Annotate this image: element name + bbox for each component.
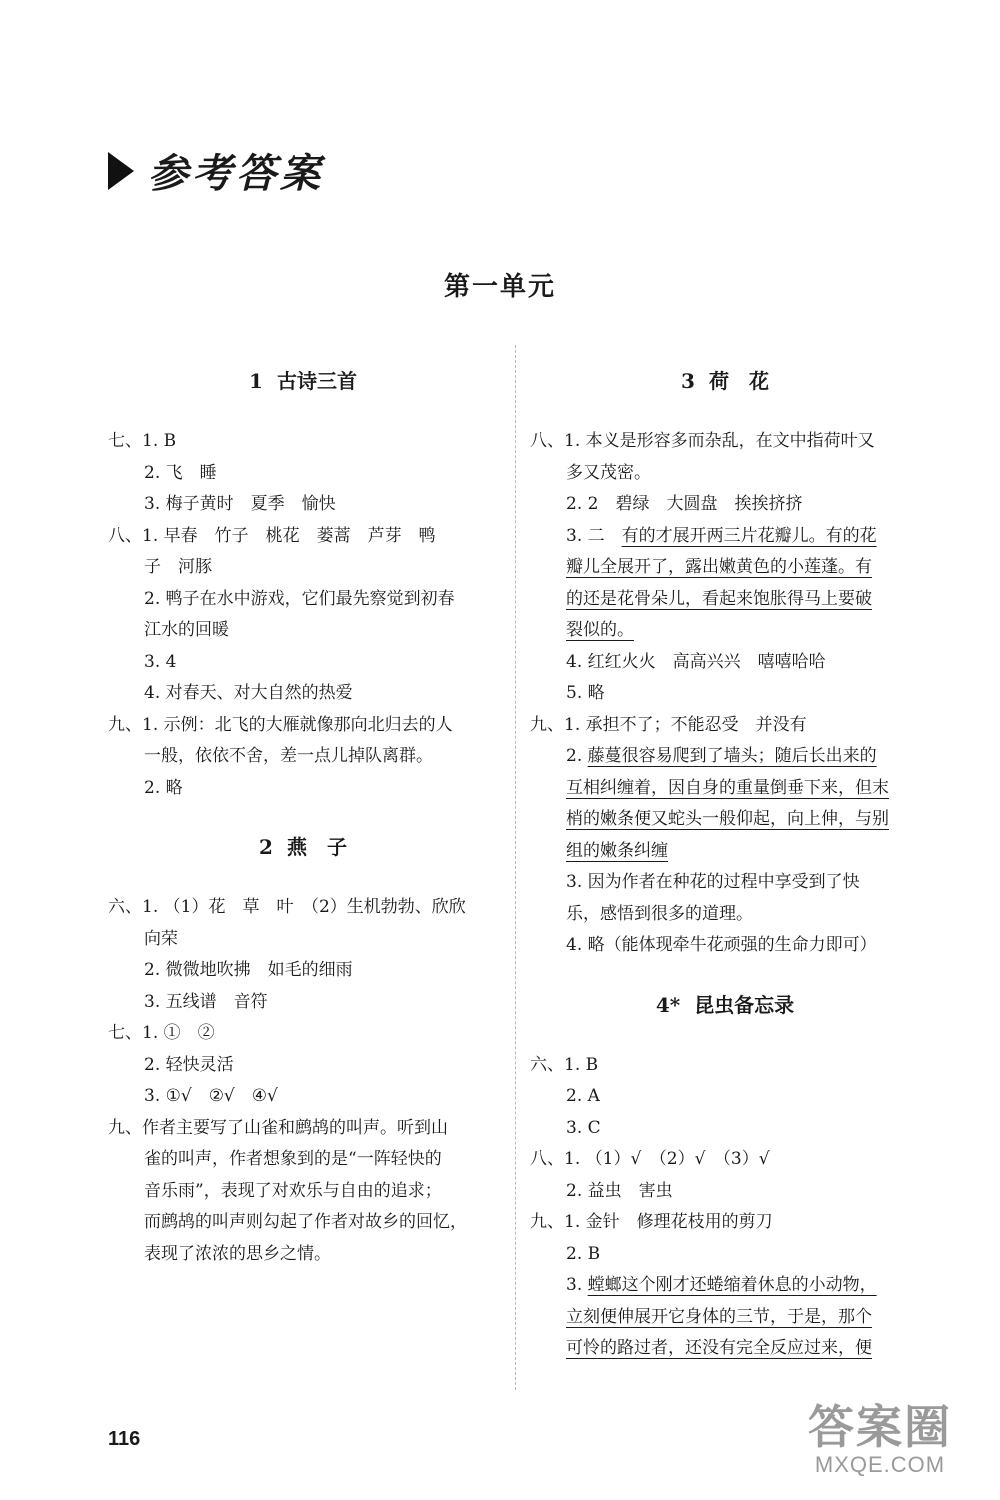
answer-line: 3. 梅子黄时 夏季 愉快 — [144, 494, 336, 514]
answer-line — [530, 584, 920, 616]
answer-line — [530, 1333, 920, 1365]
answer-line: 3. ①√ ②√ ④√ — [144, 1086, 278, 1106]
answer-line: 4. 红红火火 高高兴兴 嘻嘻哈哈 — [566, 651, 826, 672]
answer-line: 3. 二 有的才展开两三片花瓣儿。有的花 — [566, 525, 877, 546]
answer-line: 2. 益虫 害虫 — [566, 1180, 673, 1201]
answer-line: 八、1. （1）√ （2）√ （3）√ — [530, 1149, 770, 1169]
answer-line: 子 河豚 — [144, 557, 212, 577]
answer-line: 3. 螳螂这个刚才还蜷缩着休息的小动物， — [566, 1275, 877, 1295]
answer-line: 3. C — [566, 1117, 601, 1138]
answer-line: 七、1. B — [108, 431, 177, 451]
answer-line: 六、1. B — [530, 1054, 599, 1075]
answer-line: 2. B — [566, 1243, 601, 1264]
answer-line: 乐，感悟到很多的道理。 — [566, 903, 753, 924]
answer-line: 多又茂密。 — [566, 462, 651, 483]
underlined-answer: 藤蔓很容易爬到了墙头；随后长出来的 — [587, 746, 877, 766]
watermark-logo — [775, 1402, 985, 1478]
answer-line: 江水的回暖 — [144, 620, 229, 640]
answer-line: 3. 因为作者在种花的过程中享受到了快 — [566, 872, 860, 892]
answer-line: 七、1. ① ② — [108, 1023, 215, 1043]
answer-line: 音乐雨”，表现了对欢乐与自由的追求； — [144, 1180, 442, 1201]
answer-line: 2. 飞 睡 — [144, 462, 217, 483]
answer-line — [530, 1302, 920, 1334]
underlined-answer: 的还是花骨朵儿，看起来饱胀得马上要破 — [566, 588, 872, 609]
answer-line: 一般，依依不舍，差一点儿掉队离群。 — [144, 746, 433, 766]
answer-line: 4. 略（能体现牵牛花顽强的生命力即可） — [566, 935, 877, 955]
answer-line — [530, 773, 920, 805]
answer-line — [530, 804, 920, 836]
answer-line: 九、1. 承担不了；不能忍受 并没有 — [530, 714, 807, 735]
triangle-marker-icon — [108, 152, 134, 190]
column-divider — [515, 345, 516, 1390]
section-title-3: 3 荷 花 — [681, 369, 769, 393]
answer-key-header — [108, 142, 324, 199]
underlined-answer: 可怜的路过者，还没有完全反应过来，便 — [566, 1338, 872, 1358]
right-column — [530, 360, 920, 1365]
answer-line: 向荣 — [144, 928, 178, 949]
answer-line: 表现了浓浓的思乡之情。 — [144, 1243, 331, 1264]
answer-line: 2. 微微地吹拂 如毛的细雨 — [144, 960, 353, 980]
answer-line — [530, 552, 920, 584]
answer-line: 九、1. 金针 修理花枝用的剪刀 — [530, 1212, 773, 1232]
answer-line: 雀的叫声，作者想象到的是“一阵轻快的 — [144, 1149, 442, 1169]
answer-line: 2. 略 — [144, 777, 183, 798]
underlined-answer: 立刻便伸展开它身体的三节，于是，那个 — [566, 1306, 872, 1327]
underlined-answer: 有的才展开两三片花瓣儿。有的花 — [621, 525, 877, 546]
watermark-text: 答案圈 — [808, 1400, 952, 1454]
answer-line: 4. 对春天、对大自然的热爱 — [144, 683, 353, 703]
underlined-answer: 梢的嫩条便又蛇头一般仰起，向上伸，与别 — [566, 809, 889, 829]
answer-line: 八、1. 早春 竹子 桃花 蒌蒿 芦芽 鸭 — [108, 525, 436, 546]
answer-line: 3. 4 — [144, 651, 177, 672]
underlined-answer: 互相纠缠着，因自身的重量倒垂下来，但末 — [566, 777, 889, 798]
section-title-1: 1 古诗三首 — [249, 369, 357, 393]
underlined-answer: 组的嫩条纠缠 — [566, 840, 668, 861]
page-title: 参考答案 — [148, 150, 324, 197]
answer-line — [530, 615, 920, 647]
answer-line: 2. A — [566, 1086, 600, 1106]
answer-line: 八、1. 本义是形容多而杂乱，在文中指荷叶又 — [530, 431, 875, 451]
underlined-answer: 瓣儿全展开了，露出嫩黄色的小莲蓬。有 — [566, 557, 872, 577]
section-title-2: 2 燕 子 — [259, 835, 347, 859]
answer-line: 六、1. （1）花 草 叶 （2）生机勃勃、欣欣 — [108, 897, 466, 917]
page-number: 116 — [108, 1428, 141, 1450]
answer-line: 九、作者主要写了山雀和鹧鸪的叫声。听到山 — [108, 1117, 448, 1138]
underlined-answer: 裂似的。 — [566, 620, 634, 640]
answer-line: 2. 鸭子在水中游戏，它们最先察觉到初春 — [144, 588, 455, 609]
watermark-url: MXQE.COM — [814, 1452, 946, 1477]
answer-line: 2. 轻快灵活 — [144, 1054, 234, 1075]
underlined-answer: 螳螂这个刚才还蜷缩着休息的小动物， — [587, 1275, 877, 1295]
unit-title: 第一单元 — [443, 272, 556, 302]
answer-line: 2. 藤蔓很容易爬到了墙头；随后长出来的 — [566, 746, 877, 766]
answer-line: 2. 2 碧绿 大圆盘 挨挨挤挤 — [566, 494, 803, 514]
answer-line: 3. 五线谱 音符 — [144, 991, 268, 1012]
left-column — [108, 360, 498, 1270]
answer-line: 而鹧鸪的叫声则勾起了作者对故乡的回忆， — [144, 1212, 467, 1232]
answer-line: 九、1. 示例：北飞的大雁就像那向北归去的人 — [108, 714, 453, 735]
answer-line — [530, 836, 920, 868]
answer-line: 5. 略 — [566, 683, 605, 703]
section-title-4: 4* 昆虫备忘录 — [655, 992, 795, 1017]
